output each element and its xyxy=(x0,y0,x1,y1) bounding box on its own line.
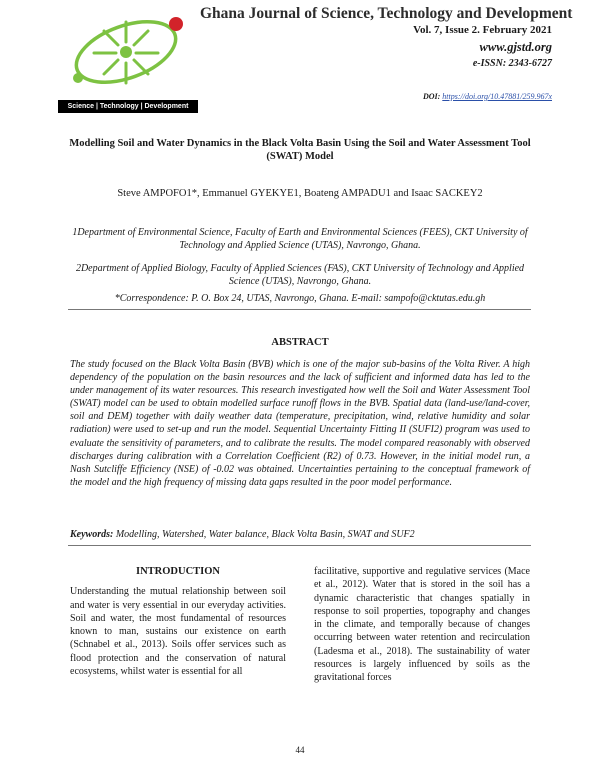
doi-link[interactable]: https://doi.org/10.47881/259.967x xyxy=(442,92,552,101)
article-title: Modelling Soil and Water Dynamics in the Black Volta Basin Using the Soil and Water Assessment Tool (SWAT) Model xyxy=(69,138,531,162)
divider xyxy=(68,309,531,310)
keywords-label: Keywords: xyxy=(70,529,114,540)
intro-column-right xyxy=(314,565,530,685)
divider xyxy=(68,545,531,546)
intro-heading: INTRODUCTION xyxy=(135,566,220,577)
keywords-list: Modelling, Watershed, Water balance, Black Volta Basin, SWAT and SUF2 xyxy=(115,529,415,540)
affiliation-2: 2Department of Applied Biology, Faculty of Applied Sciences (FAS), CKT University of Technology and Applied Science (UTAS), Navrongo, Ghana. xyxy=(75,263,525,287)
doi-line xyxy=(423,92,552,101)
intro-column-left xyxy=(70,565,286,678)
journal-volume: Vol. 7, Issue 2. February 2021 xyxy=(413,24,552,36)
journal-eissn: e-ISSN: 2343-6727 xyxy=(472,58,552,69)
page-number: 44 xyxy=(295,745,305,755)
abstract-heading: ABSTRACT xyxy=(271,337,329,348)
doi-label: DOI: xyxy=(422,92,441,101)
journal-website[interactable]: www.gjstd.org xyxy=(479,40,552,54)
keywords xyxy=(70,529,530,540)
affiliation-1: 1Department of Environmental Science, Faculty of Earth and Environmental Sciences (FEES), CKT University of Technology and Applied Science (UTAS), Navrongo, Ghana. xyxy=(72,227,528,251)
intro-left-text: Understanding the mutual relationship between soil and water is very essential in our everyday activities. Soil and water, the most fundamental of resources known to man, sustains our existence on earth (Schnabel et al., 2013). Soils offer services such as flood protection and the conservation of natural ecosystems, whilst water is essential for all xyxy=(70,586,286,678)
abstract-text: The study focused on the Black Volta Basin (BVB) which is one of the major sub-basins of the Volta River. A high dependency of the population on the basin resources and the lack of sufficient and informed data has led to the under management of its water resources. This research investigated how well the Soil and Water Assessment Tool (SWAT) model can be used to obtain modelled surface runoff flows in the BVB. Spatial data (land-use/land-cover, soil and DEM) together with daily weather data (temperature, precipitation, wind, relative humidity and solar radiation) were used to set-up and run the model. Sequential Uncertainty Fitting II (SUFI2) program was used to evaluate the sensitivity of parameters, and to calibrate the results. The model compared reasonably with observed discharges during calibration with a Correlation Coefficient (R2) of 0.73. However, in the initial model run, a Nash Sutcliffe Efficiency (NSE) of -0.02 was obtained. Uncertainties pertaining to the conceptual framework of the model and the high frequency of missing data gaps resulted in the poor model performance. xyxy=(70,359,530,488)
journal-title: Ghana Journal of Science, Technology and Development xyxy=(200,5,573,22)
intro-right-text: facilitative, supportive and regulative services (Mace et al., 2012). Water that is stored in the soil has a dynamic characteristic that changes spatially in response to soil properties, topography and changes in the climate, and temporally because of changes occurring between water retention and recirculation (Ladesma et al., 2018). The sustainability of water resources is largely influenced by soils as the gravitational forces xyxy=(314,566,530,684)
correspondence: *Correspondence: P. O. Box 24, UTAS, Navrongo, Ghana. E-mail: sampofo@cktutas.edu.gh xyxy=(114,293,486,304)
logo-tagline: Science | Technology | Development xyxy=(58,100,198,113)
journal-logo xyxy=(58,0,208,100)
author-list: Steve AMPOFO1*, Emmanuel GYEKYE1, Boateng AMPADU1 and Isaac SACKEY2 xyxy=(117,188,483,199)
